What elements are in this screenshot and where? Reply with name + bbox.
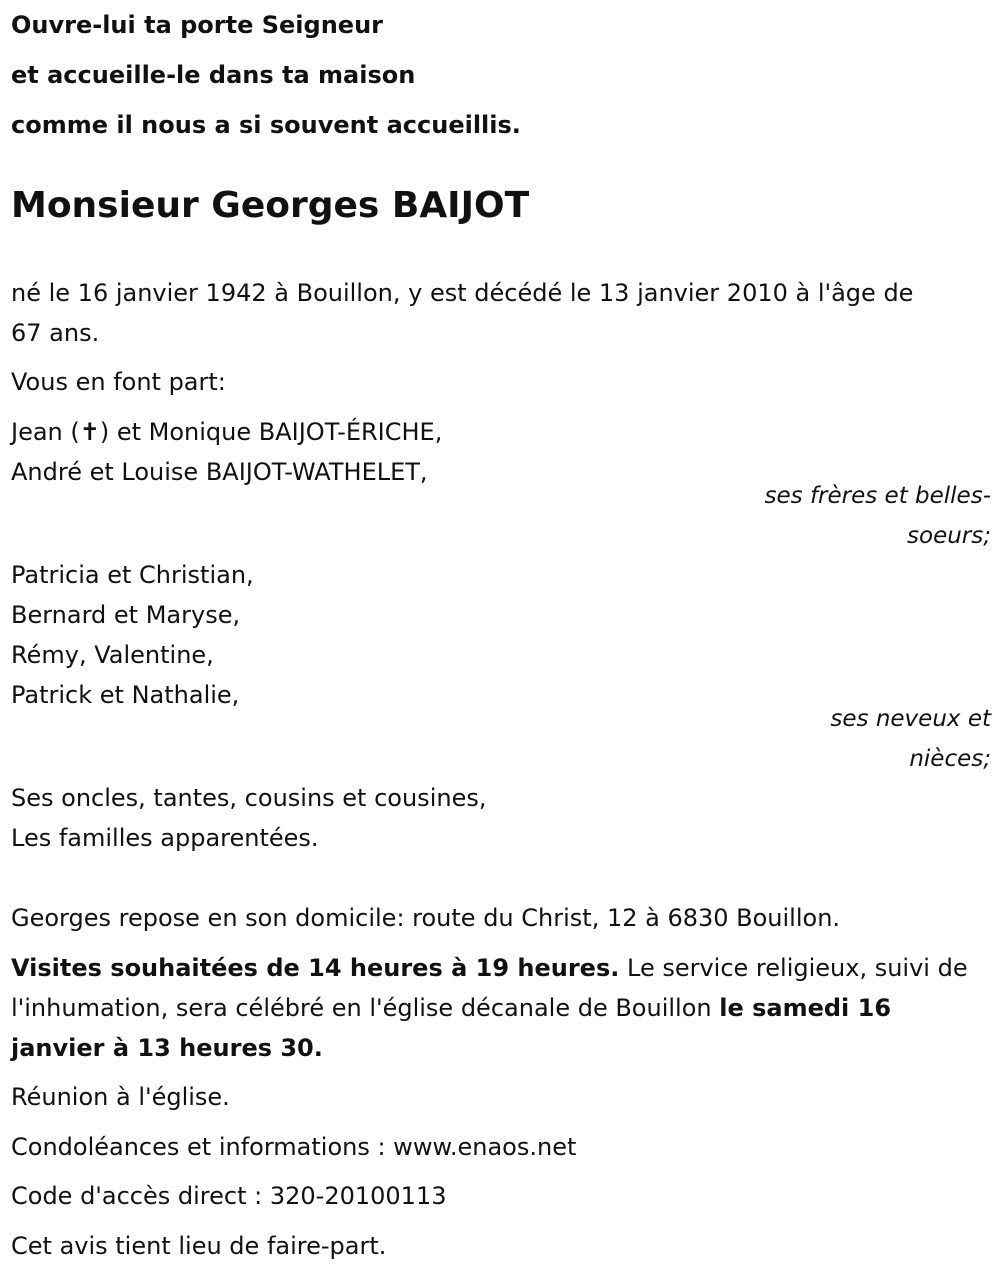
nephews-relation: nièces; — [909, 746, 991, 772]
nephew-name: Rémy, Valentine, — [11, 641, 214, 669]
condolences-info: Condoléances et informations : www.enaos.net — [11, 1133, 577, 1161]
nephew-name: Bernard et Maryse, — [11, 601, 241, 629]
other-relatives: Ses oncles, tantes, cousins et cousines, — [11, 784, 487, 812]
service-info: Le service religieux, suivi de l'inhumation, sera célébré en l'église décanale de Bouillon — [11, 954, 968, 1022]
nephew-name: Patrick et Nathalie, — [11, 681, 240, 709]
closing-note: Cet avis tient lieu de faire-part. — [11, 1232, 387, 1260]
nephews-relation: ses neveux et — [830, 706, 991, 732]
visits-paragraph — [11, 948, 986, 1068]
access-code: Code d'accès direct : 320-20100113 — [11, 1182, 447, 1210]
birth-death-line: 67 ans. — [11, 319, 100, 347]
service-date: le samedi 16 janvier à 13 heures 30. — [11, 994, 892, 1062]
rest-place: Georges repose en son domicile: route du Christ, 12 à 6830 Bouillon. — [11, 904, 841, 932]
deceased-name: Monsieur Georges BAIJOT — [11, 185, 530, 226]
visits-hours: Visites souhaitées de 14 heures à 19 heures. — [11, 954, 620, 982]
nephew-name: Patricia et Christian, — [11, 561, 254, 589]
verse-line: Ouvre-lui ta porte Seigneur — [11, 11, 383, 39]
sibling-name: André et Louise BAIJOT-WATHELET, — [11, 458, 428, 486]
announcement: Vous en font part: — [11, 368, 226, 396]
verse-line: et accueille-le dans ta maison — [11, 61, 416, 89]
meeting-info: Réunion à l'église. — [11, 1083, 230, 1111]
other-relatives: Les familles apparentées. — [11, 824, 319, 852]
sibling-name: Jean (✝) et Monique BAIJOT-ÉRICHE, — [11, 418, 443, 446]
siblings-relation: ses frères et belles- — [764, 483, 991, 509]
verse-line: comme il nous a si souvent accueillis. — [11, 111, 521, 139]
birth-death-line: né le 16 janvier 1942 à Bouillon, y est décédé le 13 janvier 2010 à l'âge de — [11, 279, 914, 307]
siblings-relation: soeurs; — [907, 523, 991, 549]
